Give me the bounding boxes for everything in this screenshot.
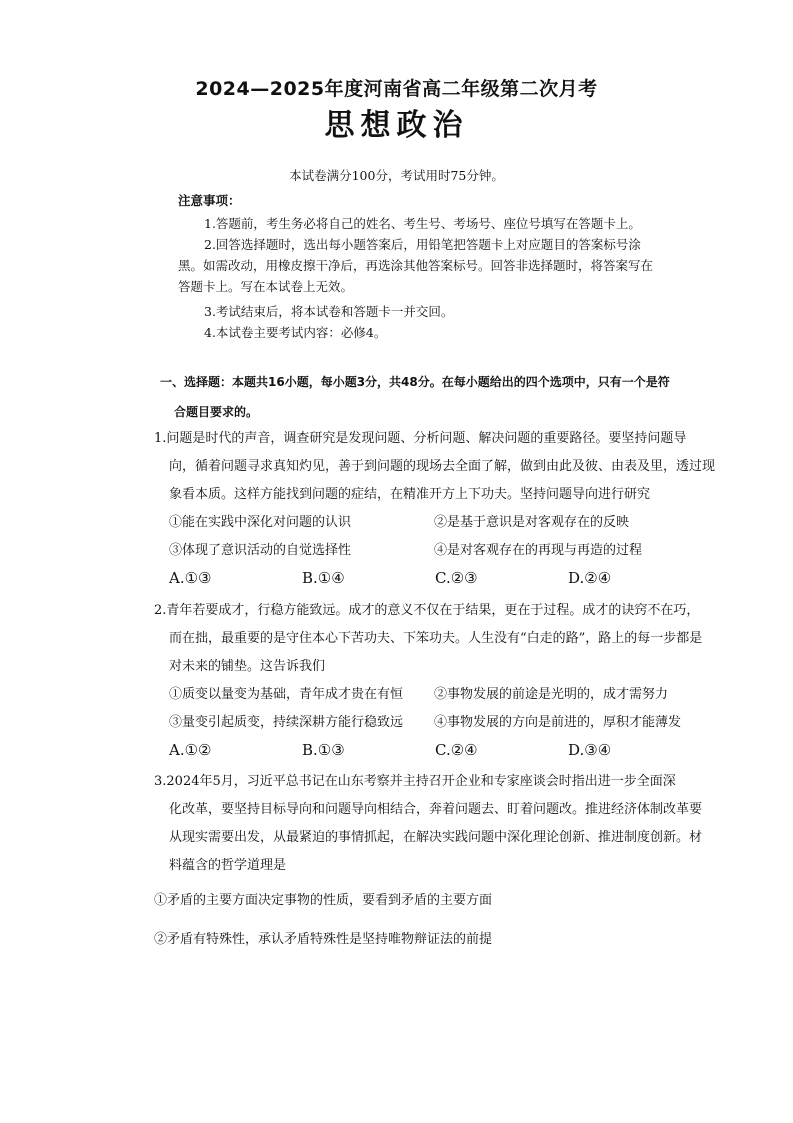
option-a: A.①③ xyxy=(169,569,212,587)
statement-list xyxy=(154,509,720,565)
question-3 xyxy=(154,768,720,880)
statement: ②事物发展的前途是光明的，成才需努力 xyxy=(434,687,669,702)
option-b: B.①④ xyxy=(302,569,345,587)
notice-item: 4.本试卷主要考试内容：必修4。 xyxy=(204,325,387,340)
notice-heading: 注意事项： xyxy=(178,193,241,208)
stem-line: 象看本质。这样方能找到问题的症结，在精准开方上下功夫。坚持问题导向进行研究 xyxy=(169,487,651,502)
notice-item: 2.回答选择题时，选出每小题答案后，用铅笔把答题卡上对应题目的答案标号涂 xyxy=(204,237,641,252)
subject-title: 思想政治 xyxy=(324,108,469,143)
statement: ③量变引起质变，持续深耕方能行稳致远 xyxy=(169,715,404,730)
option-b: B.①③ xyxy=(302,741,345,759)
exam-title: 2024—2025年度河南省高二年级第二次月考 xyxy=(195,78,598,100)
stem-line: 3.2024年5月，习近平总书记在山东考察并主持召开企业和专家座谈会时指出进一步全面深 xyxy=(154,774,676,789)
exam-info: 本试卷满分100分，考试用时75分钟。 xyxy=(289,168,504,183)
option-d: D.②④ xyxy=(568,569,612,587)
statement-list xyxy=(154,681,720,737)
section-heading-line: 合题目要求的。 xyxy=(174,405,259,419)
stem-line: 化改革，要坚持目标导向和问题导向相结合，奔着问题去、盯着问题改。推进经济体制改革要 xyxy=(169,802,703,817)
stem-line: 1.问题是时代的声音，调查研究是发现问题、分析问题、解决问题的重要路径。要坚持问题导 xyxy=(154,431,687,446)
stem-line: 向，循着问题寻求真知灼见，善于到问题的现场去全面了解，做到由此及彼、由表及里，透过现 xyxy=(169,459,716,474)
answer-options xyxy=(154,565,720,591)
statement: ③体现了意识活动的自觉选择性 xyxy=(169,543,352,558)
notice-block xyxy=(178,190,678,343)
section-heading xyxy=(160,367,720,427)
notice-item: 黑。如需改动，用橡皮擦干净后，再选涂其他答案标号。回答非选择题时，将答案写在 xyxy=(178,258,654,273)
option-a: A.①② xyxy=(169,741,212,759)
statement: ①矛盾的主要方面决定事物的性质，要看到矛盾的主要方面 xyxy=(154,893,493,908)
notice-item: 答题卡上。写在本试卷上无效。 xyxy=(178,279,354,294)
statement: ②矛盾有特殊性，承认矛盾特殊性是坚持唯物辩证法的前提 xyxy=(154,932,493,947)
statement: ②是基于意识是对客观存在的反映 xyxy=(434,515,630,530)
option-d: D.③④ xyxy=(568,741,612,759)
statement: ①能在实践中深化对问题的认识 xyxy=(169,515,352,530)
option-c: C.②③ xyxy=(435,569,478,587)
question-stem xyxy=(154,597,720,681)
stem-line: 从现实需要出发，从最紧迫的事情抓起，在解决实践问题中深化理论创新、推进制度创新。材 xyxy=(169,830,703,845)
statement: ④是对客观存在的再现与再造的过程 xyxy=(434,543,643,558)
question-stem xyxy=(154,425,720,509)
statement: ①质变以量变为基础，青年成才贵在有恒 xyxy=(169,687,404,702)
answer-options xyxy=(154,737,720,763)
stem-line: 对未来的铺垫。这告诉我们 xyxy=(169,659,326,674)
stem-line: 料蕴含的哲学道理是 xyxy=(169,858,287,873)
section-heading-line: 一、选择题：本题共16小题，每小题3分，共48分。在每小题给出的四个选项中，只有一个是符 xyxy=(160,375,670,389)
question-1 xyxy=(154,425,720,591)
option-c: C.②④ xyxy=(435,741,478,759)
stem-line: 2.青年若要成才，行稳方能致远。成才的意义不仅在于结果，更在于过程。成才的诀窍不在巧， xyxy=(154,603,700,618)
stem-line: 而在拙，最重要的是守住本心下苦功夫、下笨功夫。人生没有“白走的路”，路上的每一步都是 xyxy=(169,631,703,646)
statement: ④事物发展的方向是前进的，厚积才能薄发 xyxy=(434,715,682,730)
notice-item: 3.考试结束后，将本试卷和答题卡一并交回。 xyxy=(204,304,454,319)
question-2 xyxy=(154,597,720,763)
question-stem xyxy=(154,768,720,880)
notice-item: 1.答题前，考生务必将自己的姓名、考生号、考场号、座位号填写在答题卡上。 xyxy=(204,216,641,231)
